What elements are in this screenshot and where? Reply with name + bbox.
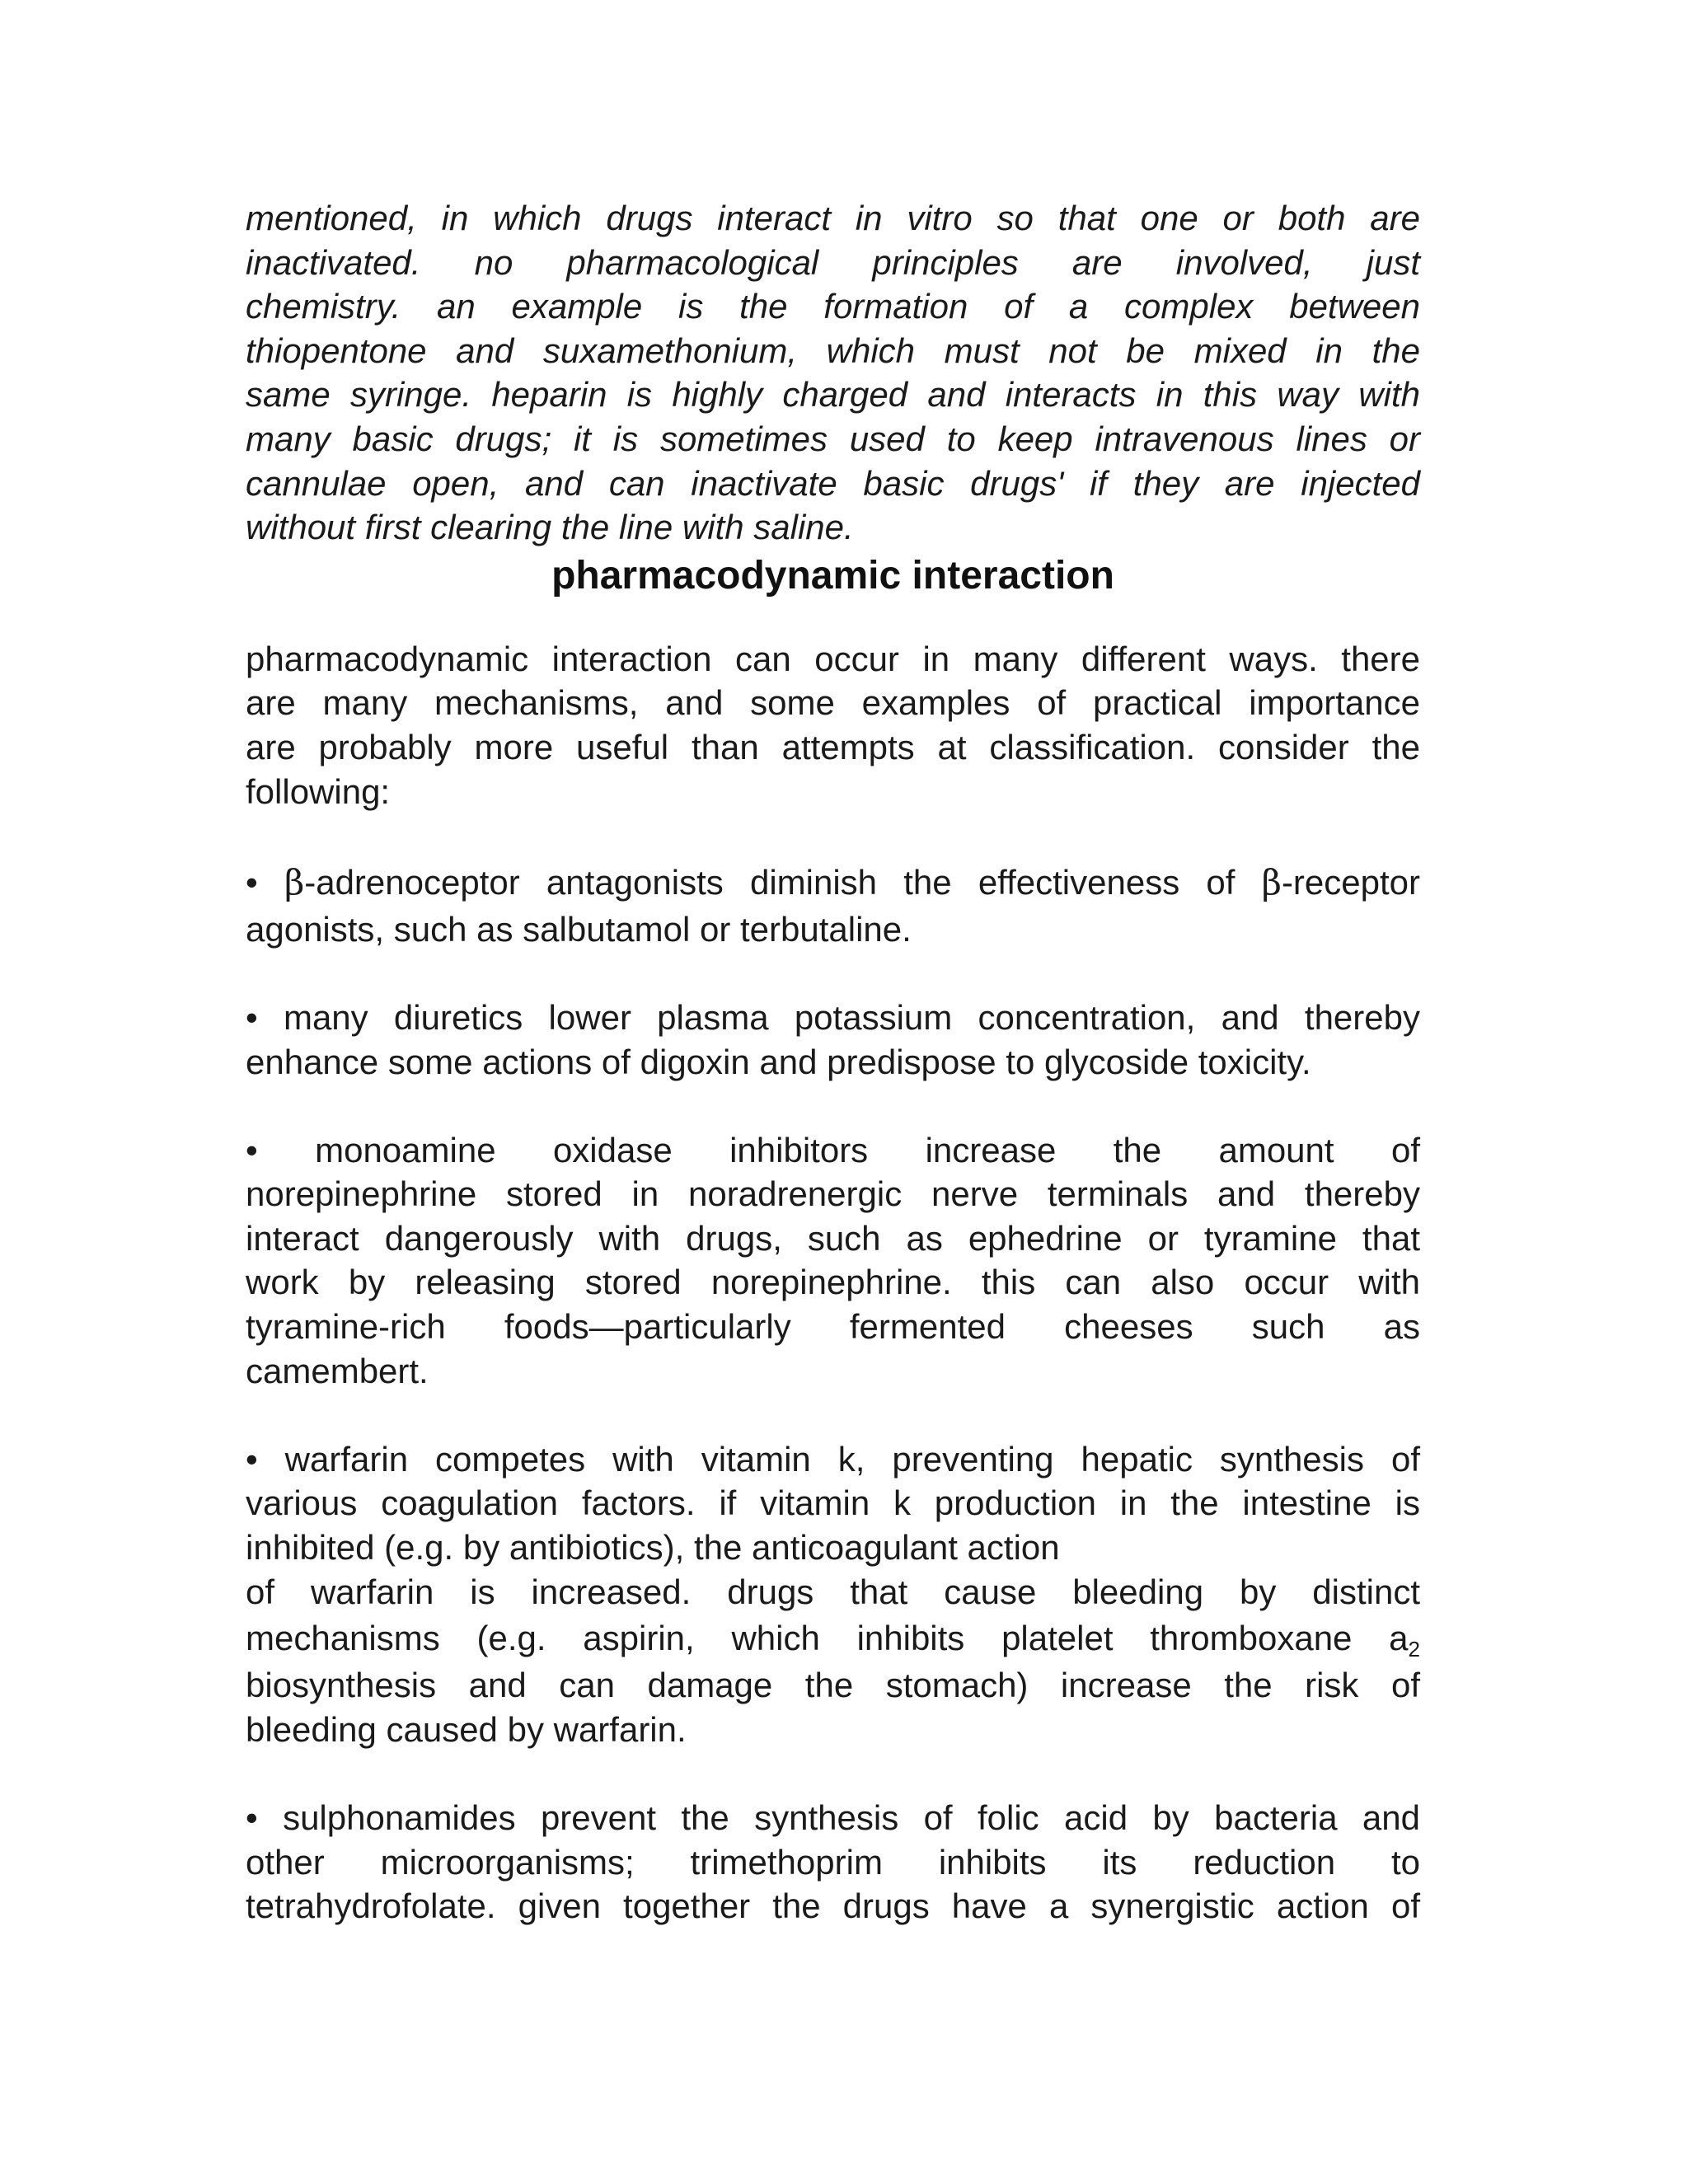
text-line: without first clearing the line with saline. xyxy=(246,508,854,547)
subscript: 2 xyxy=(1408,1637,1420,1662)
text-line: biosynthesis and can damage the stomach) increase the risk of xyxy=(246,1666,1420,1705)
bullet-item xyxy=(246,996,1420,1084)
text-fragment: -receptor xyxy=(1281,862,1420,902)
text-line: various coagulation factors. if vitamin k production in the intestine is xyxy=(246,1483,1420,1523)
text-line: agonists, such as salbutamol or terbutaline. xyxy=(246,909,912,949)
text-line: pharmacodynamic interaction can occur in many different ways. there xyxy=(246,639,1420,678)
section-heading: pharmacodynamic interaction xyxy=(551,553,1114,598)
text-line: same syringe. heparin is highly charged and interacts in this way with xyxy=(246,375,1420,415)
text-line xyxy=(246,1614,1420,1663)
text-line: cannulae open, and can inactivate basic drugs' if they are injected xyxy=(246,463,1420,503)
text-line: tetrahydrofolate. given together the drugs have a synergistic action of xyxy=(246,1886,1420,1926)
text-line: • warfarin competes with vitamin k, preventing hepatic synthesis of xyxy=(246,1439,1420,1479)
text-line: thiopentone and suxamethonium, which must not be mixed in the xyxy=(246,330,1420,370)
text-line: of warfarin is increased. drugs that cause bleeding by distinct xyxy=(246,1572,1420,1611)
bullet-item xyxy=(246,1437,1420,1752)
bullet-item xyxy=(246,1796,1420,1929)
text-line: inhibited (e.g. by antibiotics), the anticoagulant action xyxy=(246,1528,1060,1568)
text-fragment: -adrenoceptor antagonists diminish the effectiveness of xyxy=(304,862,1262,902)
beta-symbol: β xyxy=(284,861,305,902)
intro-paragraph xyxy=(246,196,1420,550)
beta-symbol: β xyxy=(1261,861,1282,902)
lead-paragraph xyxy=(246,637,1420,813)
text-line: bleeding caused by warfarin. xyxy=(246,1709,687,1749)
text-line: chemistry. an example is the formation of a complex between xyxy=(246,287,1420,326)
bullet-marker: • xyxy=(246,862,258,902)
text-line: inactivated. no pharmacological principles are involved, just xyxy=(246,242,1420,282)
text-line: • many diuretics lower plasma potassium concentration, and thereby xyxy=(246,997,1420,1037)
text-line: tyramine-rich foods—particularly fermented cheeses such as xyxy=(246,1307,1420,1347)
text-line: norepinephrine stored in noradrenergic nerve terminals and thereby xyxy=(246,1174,1420,1214)
bullet-item xyxy=(246,858,1420,952)
text-line: following: xyxy=(246,771,391,811)
page-content xyxy=(246,196,1420,1972)
text-fragment: mechanisms (e.g. aspirin, which inhibits platelet thromboxane a xyxy=(246,1619,1409,1658)
text-line xyxy=(246,858,1420,907)
text-line: enhance some actions of digoxin and predispose to glycoside toxicity. xyxy=(246,1042,1311,1081)
text-line: • sulphonamides prevent the synthesis of folic acid by bacteria and xyxy=(246,1798,1420,1837)
text-line: work by releasing stored norepinephrine. this can also occur with xyxy=(246,1263,1420,1302)
text-line: are many mechanisms, and some examples of practical importance xyxy=(246,683,1420,723)
text-line: interact dangerously with drugs, such as ephedrine or tyramine that xyxy=(246,1218,1420,1258)
text-line: are probably more useful than attempts at classification. consider the xyxy=(246,727,1420,766)
bullet-item xyxy=(246,1128,1420,1394)
text-line: other microorganisms; trimethoprim inhibits its reduction to xyxy=(246,1842,1420,1882)
text-line: camembert. xyxy=(246,1351,429,1390)
text-line: • monoamine oxidase inhibitors increase the amount of xyxy=(246,1130,1420,1169)
text-line: many basic drugs; it is sometimes used to keep intravenous lines or xyxy=(246,419,1420,458)
text-line: mentioned, in which drugs interact in vitro so that one or both are xyxy=(246,199,1420,237)
